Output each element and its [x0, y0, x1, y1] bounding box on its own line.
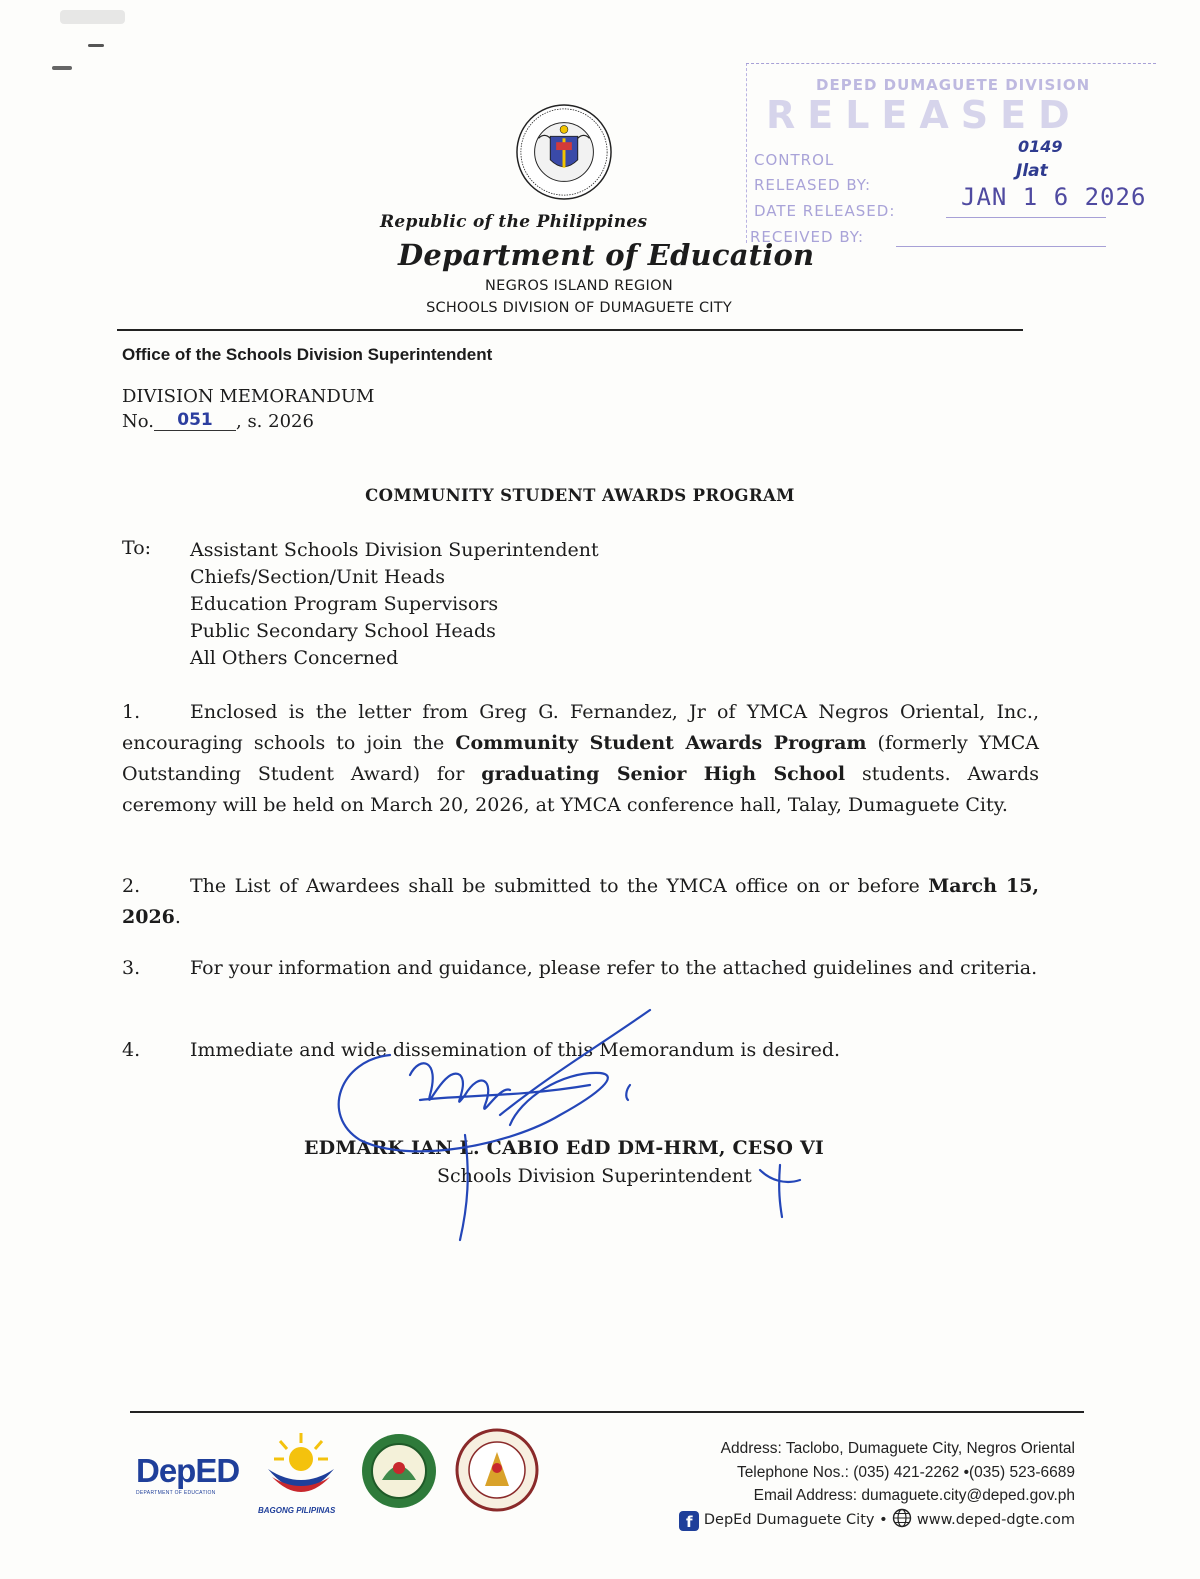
paragraph-1 — [122, 697, 1039, 821]
recipient-item: Education Program Supervisors — [190, 593, 499, 615]
footer-social — [595, 1508, 1075, 1533]
paragraph-number: 1. — [122, 701, 141, 723]
paragraph-3 — [122, 953, 1039, 984]
paragraph-text: (formerly YMCA Outstanding Student Award) for — [122, 732, 1039, 785]
stamp-border — [746, 63, 750, 243]
paragraph-number: 4. — [122, 1039, 141, 1061]
recipients-label: To: — [122, 537, 152, 559]
paragraph-text: Immediate and wide dissemination of this Memorandum is desired. — [190, 1039, 841, 1061]
deped-logo-text: DepED — [136, 1452, 240, 1489]
scan-smudge — [60, 10, 125, 24]
deped-seal-icon — [515, 103, 613, 201]
scan-mark — [52, 66, 72, 70]
footer-facebook[interactable]: DepEd Dumaguete City • — [703, 1511, 888, 1528]
bagong-pilipinas-icon — [262, 1429, 340, 1507]
recipients-list — [190, 537, 599, 672]
division-seal-icon — [455, 1428, 539, 1512]
stamp-date: JAN 1 6 2026 — [961, 183, 1147, 211]
footer-address: Address: Taclobo, Dumaguete City, Negros Oriental — [720, 1440, 1075, 1457]
memo-series: , s. 2026 — [236, 411, 314, 432]
footer-contact — [595, 1437, 1075, 1532]
stamp-border — [746, 63, 1156, 64]
memo-subject: COMMUNITY STUDENT AWARDS PROGRAM — [365, 486, 795, 505]
paragraph-text: For your information and guidance, please refer to the attached guidelines and criteria. — [190, 957, 1038, 979]
paragraph-2 — [122, 871, 1039, 933]
recipient-item: Assistant Schools Division Superintendent — [190, 539, 599, 561]
stamp-released-by-label: RELEASED BY: — [754, 176, 872, 194]
stamp-line — [946, 217, 1106, 218]
released-stamp — [746, 63, 1156, 248]
recipient-item: Public Secondary School Heads — [190, 620, 496, 642]
globe-icon — [892, 1508, 912, 1528]
signature-icon — [300, 1005, 820, 1255]
footer-email: Email Address: dumaguete.city@deped.gov.ph — [753, 1487, 1075, 1504]
stamp-released-by: Jlat — [1016, 161, 1048, 181]
stamp-control-number: 0149 — [1018, 137, 1063, 156]
memo-number-line — [122, 411, 314, 433]
office-heading: Office of the Schools Division Superintendent — [122, 345, 493, 364]
bagong-pilipinas-label: BAGONG PILIPINAS — [258, 1506, 336, 1515]
signatory-title: Schools Division Superintendent — [437, 1165, 752, 1187]
deped-logo-accent — [174, 1452, 222, 1490]
stamp-received-by-label: RECEIVED BY: — [750, 228, 865, 246]
stamp-date-released-label: DATE RELEASED: — [754, 202, 896, 220]
stamp-division: DEPED DUMAGUETE DIVISION — [816, 76, 1091, 94]
paragraph-text: The List of Awardees shall be submitted to the YMCA office on or before — [190, 875, 929, 897]
header-divider — [117, 329, 1023, 331]
recipient-item: Chiefs/Section/Unit Heads — [190, 566, 446, 588]
region-seal-icon — [360, 1432, 438, 1510]
facebook-icon: f — [679, 1511, 699, 1531]
stamp-line — [896, 246, 1106, 247]
memo-no-prefix: No. — [122, 411, 154, 432]
region-heading: NEGROS ISLAND REGION — [485, 278, 673, 294]
paragraph-text: students. Awards ceremony will be held on March 20, 2026, at YMCA conference hall, Talay, Dumaguete City. — [122, 763, 1039, 816]
paragraph-bold: March 15, 2026 — [122, 875, 1039, 928]
signatory-name: EDMARK IAN L. CABIO EdD DM-HRM, CESO VI — [304, 1137, 825, 1159]
paragraph-text: . — [174, 906, 181, 928]
footer-logos — [130, 1424, 550, 1524]
division-heading: SCHOOLS DIVISION OF DUMAGUETE CITY — [426, 300, 732, 316]
footer-website[interactable]: www.deped-dgte.com — [916, 1511, 1075, 1528]
footer-telephone: Telephone Nos.: (035) 421-2262 •(035) 523-6689 — [736, 1463, 1075, 1481]
paragraph-bold: Community Student Awards Program — [455, 732, 867, 754]
paragraph-number: 2. — [122, 875, 141, 897]
paragraph-text: Enclosed is the letter from Greg G. Fernandez, Jr of YMCA Negros Oriental, Inc., encouraging schools to join the — [122, 701, 1039, 754]
footer-divider — [130, 1411, 1084, 1413]
republic-heading: Republic of the Philippines — [380, 212, 648, 232]
paragraph-bold: graduating Senior High School — [481, 763, 846, 785]
department-heading: Department of Education — [398, 238, 815, 272]
memo-number: 051 — [154, 410, 236, 431]
stamp-control-label: CONTROL — [754, 151, 835, 169]
recipient-item: All Others Concerned — [190, 647, 399, 669]
paragraph-number: 3. — [122, 957, 141, 979]
stamp-status: RELEASED — [766, 93, 1082, 137]
deped-logo-subtitle: DEPARTMENT OF EDUCATION — [136, 1490, 216, 1496]
memo-type: DIVISION MEMORANDUM — [122, 386, 375, 407]
scan-mark — [88, 44, 104, 47]
